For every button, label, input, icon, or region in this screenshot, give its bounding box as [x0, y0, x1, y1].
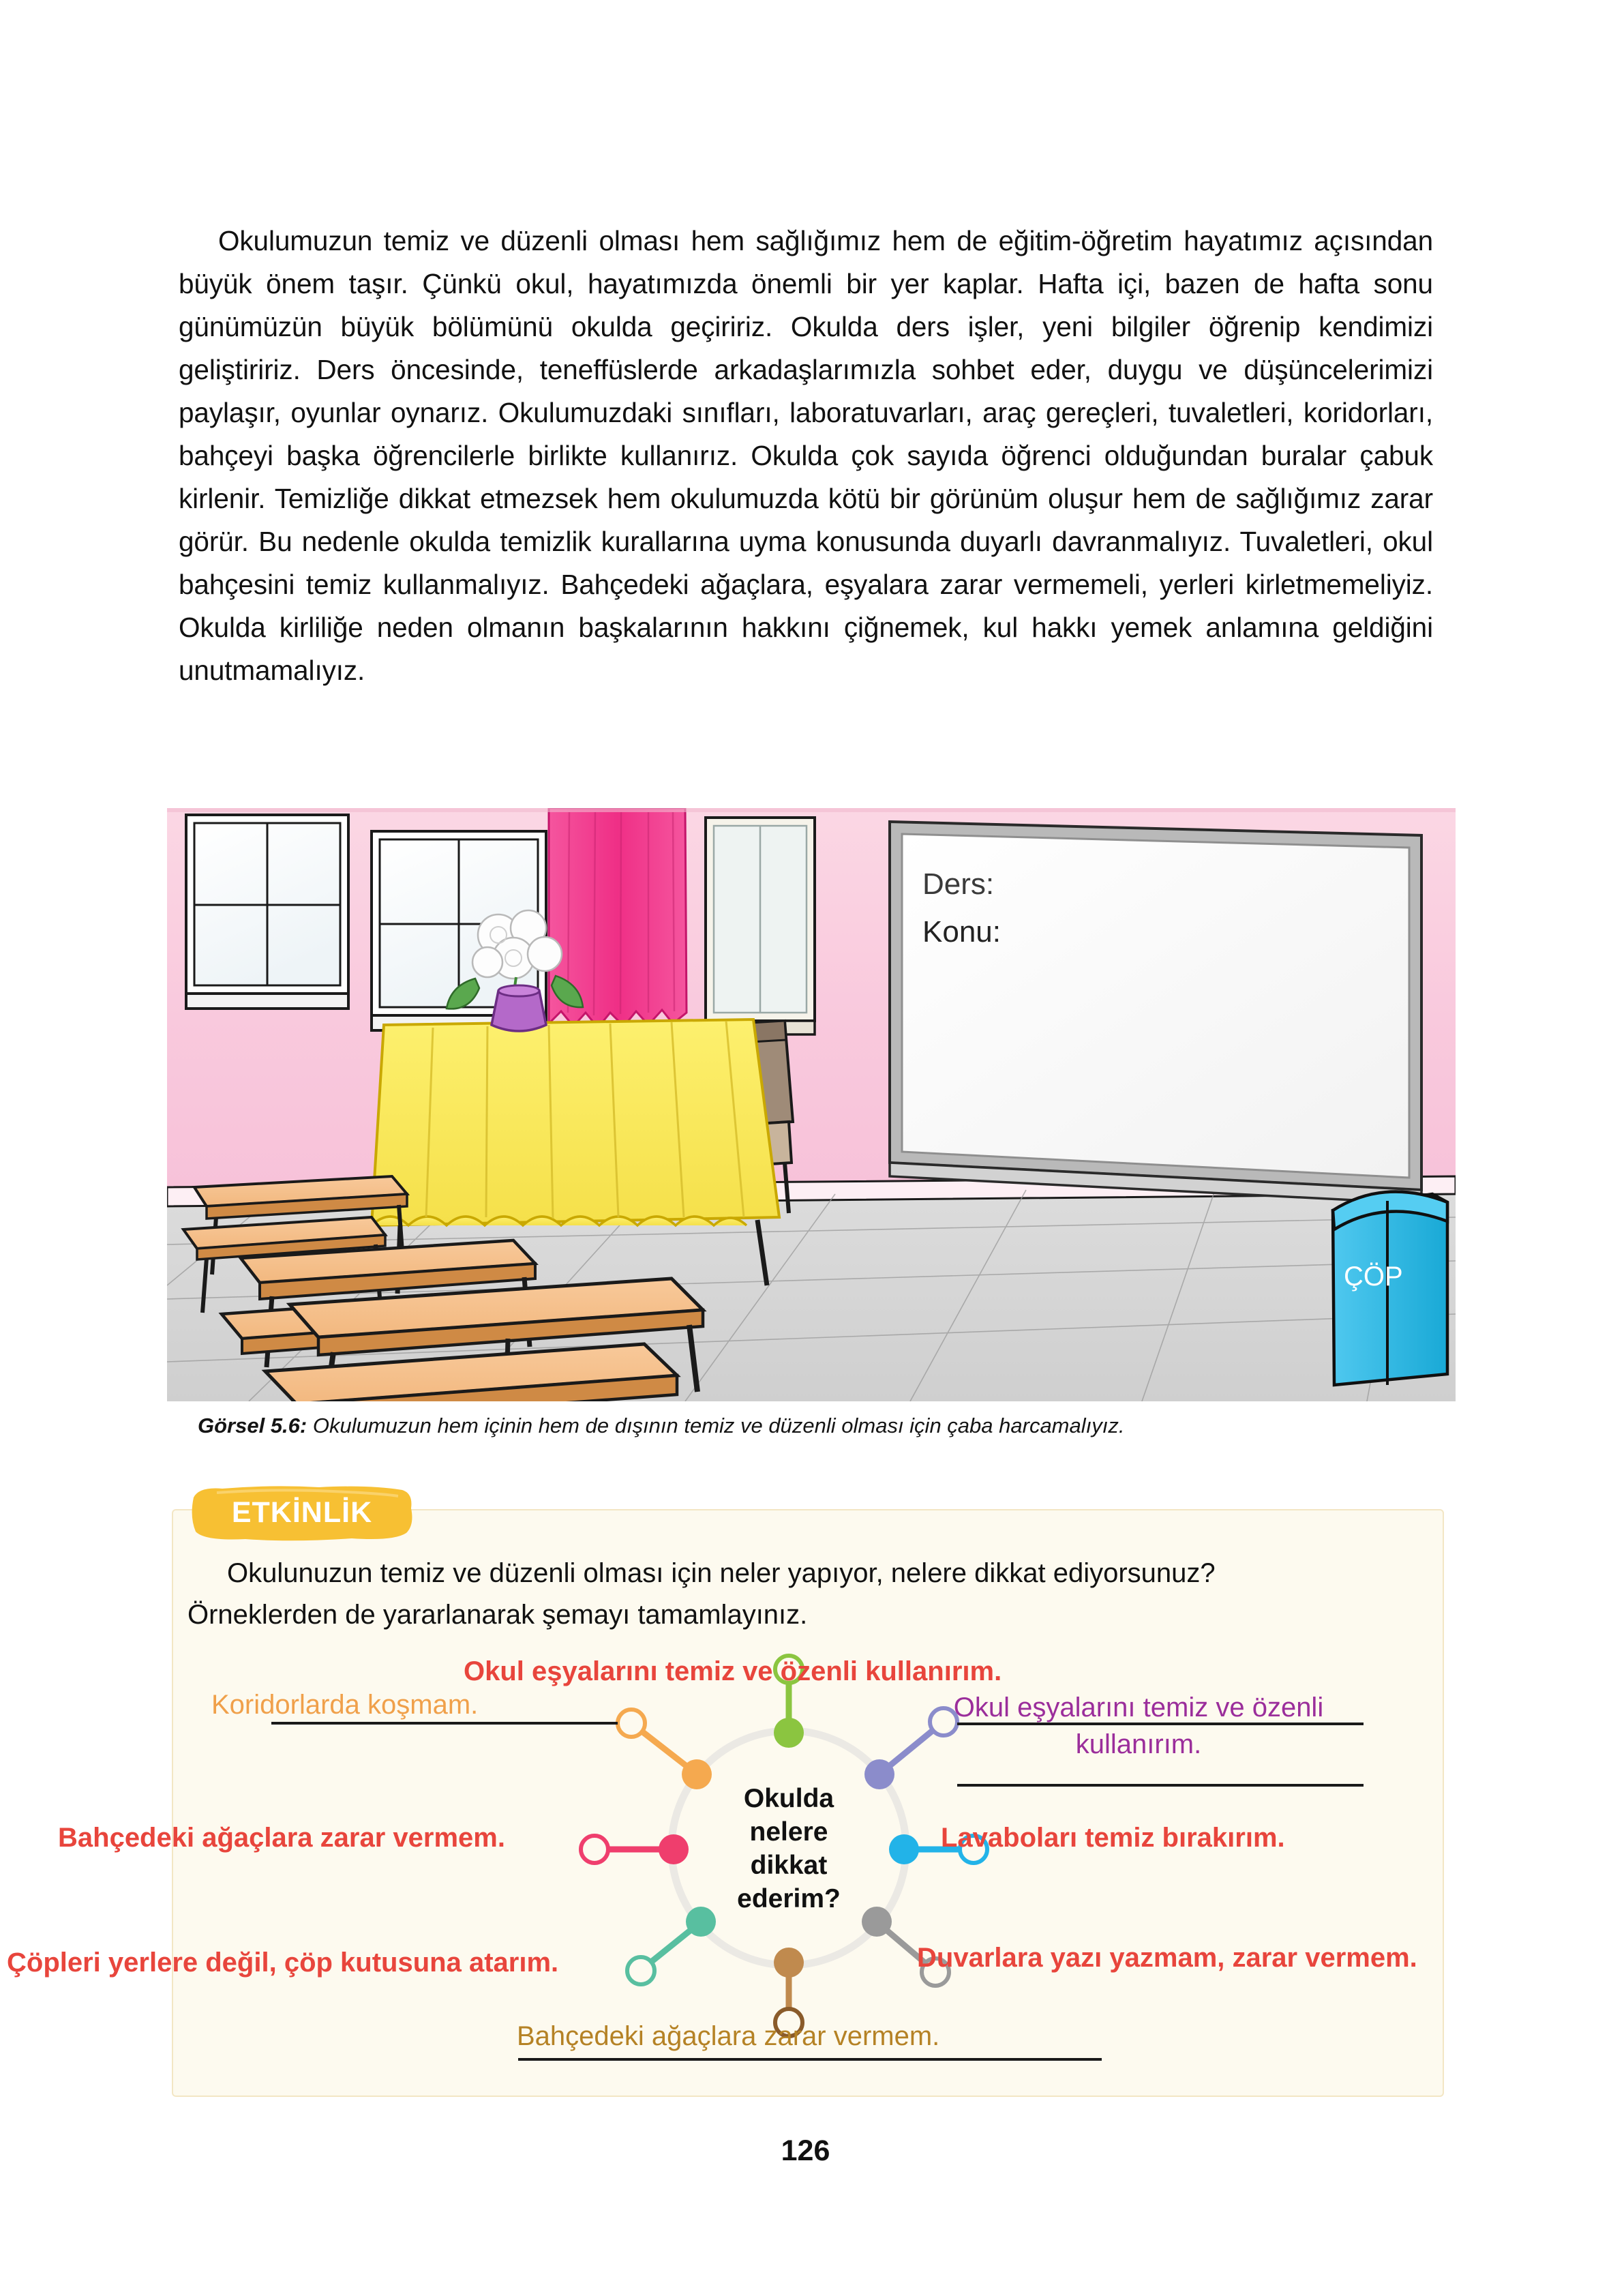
- whiteboard-line1-text: Ders:: [922, 867, 995, 901]
- body-paragraph: Okulumuzun temiz ve düzenli olması hem sağlığımız hem de eğitim-öğretim hayatımız açısından büyük önem taşır. Çünkü okul, hayatımızda önemli bir yer kaplar. Hafta içi, bazen de hafta sonu günümüzün büyük bölümünü okulda geçiririz. Okulda ders işler, yeni bilgiler öğrenip kendimizi geliştiririz. Ders öncesinde, teneffüslerde arkadaşlarımızla sohbet eder, duygu ve düşüncelerimizi paylaşır, oyunlar oynarız. Okulumuzdaki sınıfları, laboratuvarları, araç gereçleri, tuvaletleri, koridorları, bahçeyi başka öğrencilerle birlikte kullanırız. Okulda çok sayıda öğrenci olduğundan buralar çabuk kirlenir. Temizliğe dikkat etmezsek hem okulumuzda kötü bir görünüm oluşur hem de sağlığımız zarar görür. Bu nedenle okulda temizlik kurallarına uyma konusunda duyarlı davranmalıyız. Tuvaletleri, okul bahçesini temiz kullanmalıyız. Bahçedeki ağaçlara, eşyalara zarar vermemeli, yerleri kirletmemeliyiz. Okulda kirliliğe neden olmanın başkalarının hakkını çiğnemek, kul hakkı yemek anlamına geldiğini unutmamalıyız.: [179, 225, 1433, 686]
- activity-badge-label: ETKİNLİK: [231, 1496, 373, 1529]
- connector-mid-left: [581, 1834, 689, 1864]
- figure-caption-label: Görsel 5.6:: [198, 1414, 307, 1437]
- classroom-illustration: [167, 808, 1456, 1401]
- figure-caption: [198, 1413, 1425, 1439]
- center-line-4: ederim?: [737, 1884, 841, 1913]
- connector-bottom-left: [627, 1907, 716, 1984]
- page-number: 126: [781, 2134, 830, 2167]
- connector-top-left: [271, 1710, 712, 1789]
- whiteboard-line2-text: Konu:: [922, 915, 1001, 949]
- mindmap-label-bottom-left: Çöpleri yerlere değil, çöp kutusuna atarım.: [7, 1948, 559, 1978]
- center-line-1: Okulda: [743, 1784, 834, 1813]
- center-line-3: dikkat: [750, 1851, 828, 1880]
- mindmap-center-label: [704, 1782, 874, 1915]
- body-paragraph-block: [179, 220, 1433, 692]
- activity-instruction-line1: Okulunuzun temiz ve düzenli olması için neler yapıyor, nelere dikkat ediyorsunuz?: [227, 1558, 1216, 1588]
- mindmap-label-top-right: Okul eşyalarını temiz ve özenli kullanırım.: [953, 1693, 1324, 1759]
- activity-badge: [190, 1484, 415, 1542]
- activity-instruction-line2: Örneklerden de yararlanarak şemayı tamamlayınız.: [187, 1600, 808, 1630]
- mindmap-label-top-left: Koridorlarda koşmam.: [211, 1690, 479, 1720]
- bin-label-text: ÇÖP: [1344, 1262, 1403, 1292]
- center-line-2: nelere: [749, 1817, 828, 1847]
- mindmap-heading-label: Okul eşyalarını temiz ve özenli kullanırım.: [464, 1656, 1002, 1686]
- classroom-svg: [167, 808, 1456, 1401]
- activity-instructions: [187, 1553, 1421, 1636]
- mindmap-label-mid-right: Lavaboları temiz bırakırım.: [941, 1823, 1285, 1853]
- mindmap-label-bottom: Bahçedeki ağaçlara zarar vermem.: [517, 2021, 940, 2051]
- figure-caption-text: Okulumuzun hem içinin hem de dışının temiz ve düzenli olması için çaba harcamalıyız.: [312, 1414, 1125, 1437]
- mindmap-label-mid-left: Bahçedeki ağaçlara zarar vermem.: [58, 1823, 505, 1853]
- mindmap-label-bottom-right: Duvarlara yazı yazmam, zarar vermem.: [917, 1943, 1417, 1973]
- classroom-scene: [167, 808, 1456, 1401]
